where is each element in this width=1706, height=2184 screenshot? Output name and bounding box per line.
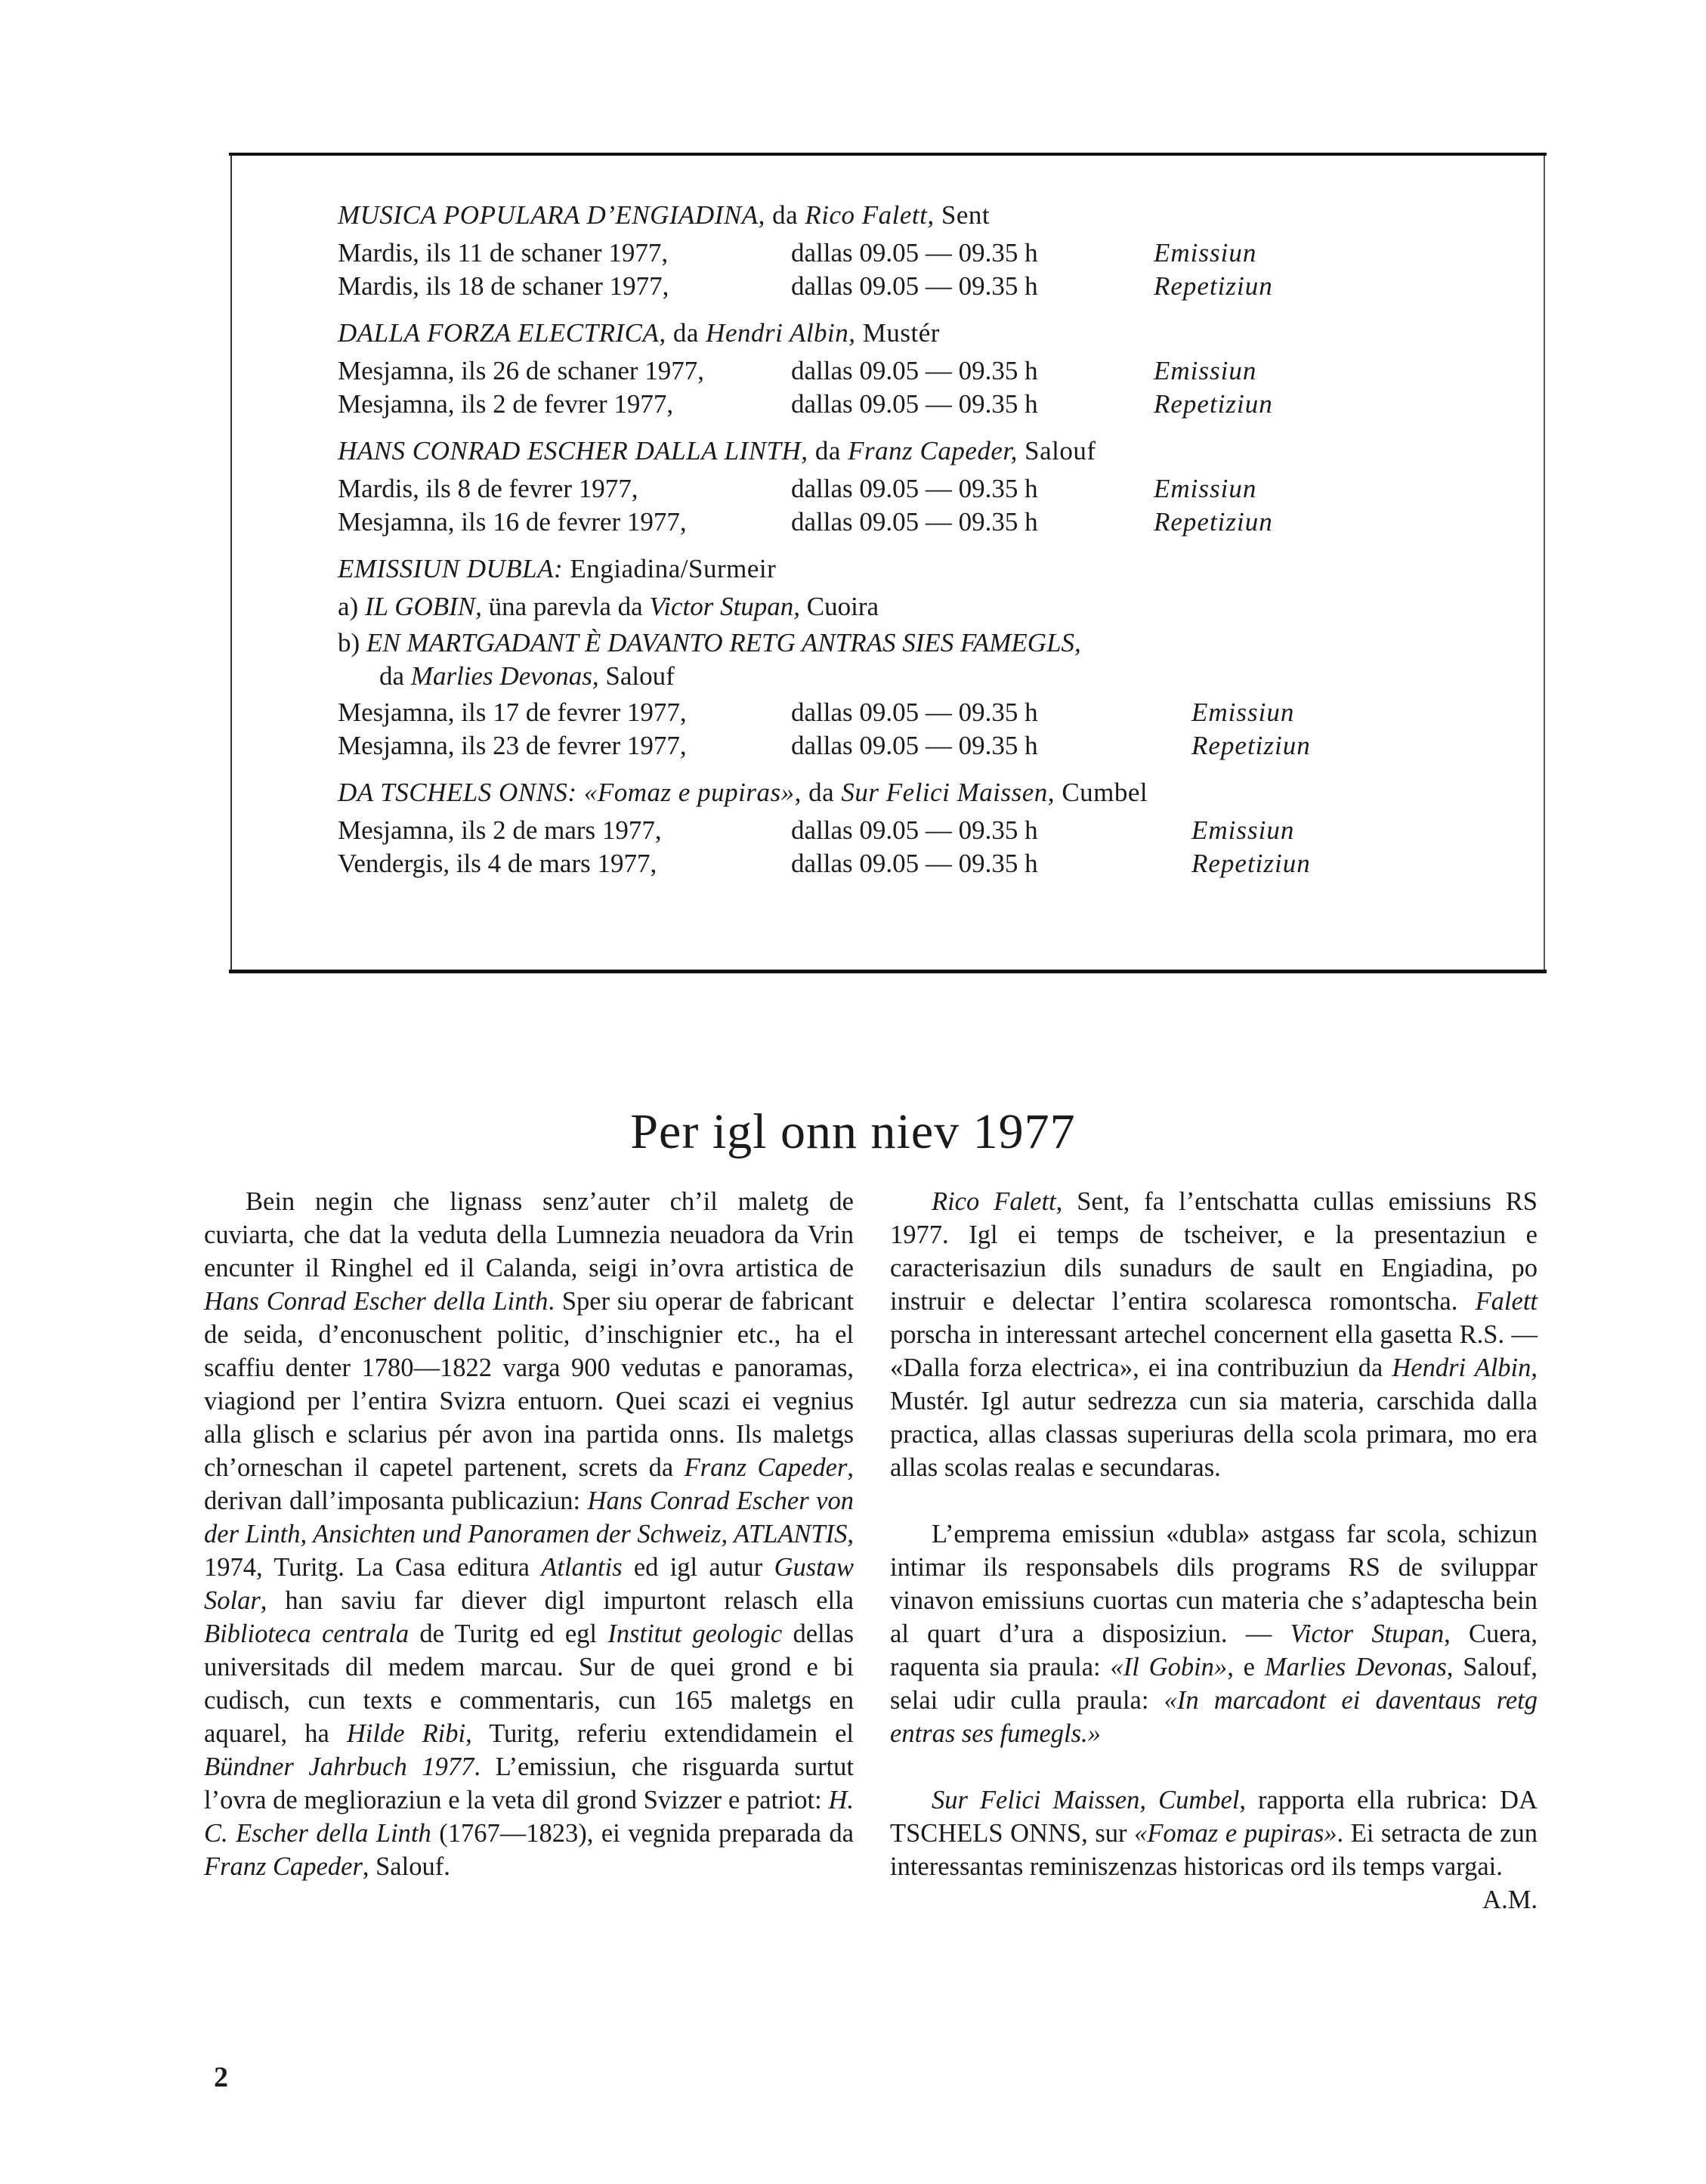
program-list xyxy=(338,199,1513,894)
broadcast-time: dallas 09.05 — 09.35 h xyxy=(791,815,1038,845)
program-schedule-box xyxy=(230,155,1545,971)
schedule-row xyxy=(338,696,1513,729)
article-left-column xyxy=(204,1185,854,1916)
broadcast-time: dallas 09.05 — 09.35 h xyxy=(791,849,1038,878)
schedule-row xyxy=(338,388,1513,421)
broadcast-time: dallas 09.05 — 09.35 h xyxy=(791,474,1038,503)
double-broadcast-part-a: a) IL GOBIN, üna parevla da Victor Stupan, Cuoira xyxy=(338,592,879,621)
broadcast-time: dallas 09.05 — 09.35 h xyxy=(791,698,1038,727)
broadcast-kind: Repetiziun xyxy=(1154,389,1273,419)
program-item xyxy=(338,317,1513,421)
article-paragraph: Bein negin che lignass senz’auter ch’il maletg de cuviarta, che dat la veduta della Lumnezia neuadora da Vrin encunter il Ringhel ed il Calanda, seigi in’ovra artistica de Hans Conrad Escher della Linth. Sper siu operar de fabricant de seida, d’enconuschent politic, d’inschignier etc., ha el scaffiu denter 1780—1822 varga 900 vedutas e panoramas, viagiond per l’entira Svizra entuorn. Quei scazi ei vegnius alla glisch e sclarius pér avon ina partida onns. Ils maletgs ch’orneschan il capetel partenent, screts da Franz Capeder, derivan dall’imposanta publicaziun: Hans Conrad Escher von der Linth, Ansichten und Panoramen der Schweiz, ATLANTIS, 1974, Turitg. La Casa editura Atlantis ed igl autur Gustaw Solar, han saviu far diever digl impurtont relasch ella Biblioteca centrala de Turitg ed egl Institut geologic dellas universitads dil medem marcau. Sur de quei grond e bi cudisch, cun texts e commentaris, cun 165 maletgs en aquarel, ha Hilde Ribi, Turitg, referiu extendidamein el Bündner Jahrbuch 1977. L’emissiun, che risguarda surtut l’ovra de meglioraziun e la veta dil grond Svizzer e patriot: H. C. Escher della Linth (1767—1823), ei vegnida preparada da Franz Capeder, Salouf. xyxy=(204,1187,854,1881)
broadcast-date: Mardis, ils 8 de fevrer 1977, xyxy=(338,474,638,503)
program-title: HANS CONRAD ESCHER DALLA LINTH, da Franz Capeder, Salouf xyxy=(338,436,1096,466)
schedule-row xyxy=(338,237,1513,270)
broadcast-kind: Repetiziun xyxy=(1154,271,1273,301)
article-paragraph: L’emprema emissiun «dubla» astgass far scola, schizun intimar ils responsabels dils programs RS de sviluppar vinavon emissiuns cuortas cun materia che s’adaptescha bein al quart d’ura a disposiziun. — Victor Stupan, Cuera, raquenta sia praula: «Il Gobin», e Marlies Devonas, Salouf, selai udir culla praula: «In marcadont ei daventaus retg entras ses fumegls.» xyxy=(890,1520,1538,1748)
schedule-row xyxy=(338,354,1513,388)
broadcast-kind: Repetiziun xyxy=(1191,849,1311,878)
program-title: EMISSIUN DUBLA: Engiadina/Surmeir xyxy=(338,554,777,583)
broadcast-time: dallas 09.05 — 09.35 h xyxy=(791,271,1038,301)
broadcast-kind: Repetiziun xyxy=(1191,731,1311,760)
article-paragraph: Sur Felici Maissen, Cumbel, rapporta ella rubrica: DA TSCHELS ONNS, sur «Fomaz e pupiras». Ei setracta de zun interessantas reminiszenzas historicas ord ils temps vargai. A.M. xyxy=(890,1783,1538,1883)
schedule-row xyxy=(338,270,1513,303)
broadcast-kind: Emissiun xyxy=(1191,698,1295,727)
program-item xyxy=(338,776,1513,880)
broadcast-time: dallas 09.05 — 09.35 h xyxy=(791,356,1038,385)
program-title: MUSICA POPULARA D’ENGIADINA, da Rico Falett, Sent xyxy=(338,200,991,230)
program-item xyxy=(338,199,1513,303)
broadcast-date: Mesjamna, ils 17 de fevrer 1977, xyxy=(338,698,687,727)
broadcast-kind: Emissiun xyxy=(1154,474,1257,503)
broadcast-time: dallas 09.05 — 09.35 h xyxy=(791,238,1038,268)
broadcast-time: dallas 09.05 — 09.35 h xyxy=(791,507,1038,537)
double-broadcast-part-b: b) EN MARTGADANT È DAVANTO RETG ANTRAS SIES FAMEGLS, da Marlies Devonas, Salouf xyxy=(338,628,1081,691)
broadcast-date: Mesjamna, ils 2 de fevrer 1977, xyxy=(338,389,674,419)
schedule-row xyxy=(338,472,1513,506)
program-item xyxy=(338,435,1513,539)
schedule-row xyxy=(338,814,1513,847)
program-item xyxy=(338,552,1513,763)
schedule-row xyxy=(338,847,1513,880)
program-title: DA TSCHELS ONNS: «Fomaz e pupiras», da Sur Felici Maissen, Cumbel xyxy=(338,778,1148,807)
article-title: Per igl onn niev 1977 xyxy=(630,1104,1076,1159)
broadcast-date: Mardis, ils 18 de schaner 1977, xyxy=(338,271,669,301)
broadcast-date: Mesjamna, ils 26 de schaner 1977, xyxy=(338,356,705,385)
broadcast-kind: Emissiun xyxy=(1191,815,1295,845)
schedule-row xyxy=(338,506,1513,539)
broadcast-time: dallas 09.05 — 09.35 h xyxy=(791,389,1038,419)
page-number: 2 xyxy=(214,2062,228,2093)
broadcast-date: Mesjamna, ils 2 de mars 1977, xyxy=(338,815,662,845)
broadcast-kind: Repetiziun xyxy=(1154,507,1273,537)
program-title: DALLA FORZA ELECTRICA, da Hendri Albin, Mustér xyxy=(338,318,940,348)
schedule-row xyxy=(338,729,1513,763)
broadcast-kind: Emissiun xyxy=(1154,238,1257,268)
broadcast-kind: Emissiun xyxy=(1154,356,1257,385)
author-signature: A.M. xyxy=(1482,1885,1538,1914)
broadcast-date: Mardis, ils 11 de schaner 1977, xyxy=(338,238,669,268)
broadcast-time: dallas 09.05 — 09.35 h xyxy=(791,731,1038,760)
broadcast-date: Mesjamna, ils 16 de fevrer 1977, xyxy=(338,507,687,537)
broadcast-date: Mesjamna, ils 23 de fevrer 1977, xyxy=(338,731,687,760)
broadcast-date: Vendergis, ils 4 de mars 1977, xyxy=(338,849,657,878)
article-paragraph: Rico Falett, Sent, fa l’entschatta cullas emissiuns RS 1977. Igl ei temps de tscheiver, e la presentaziun e caracterisaziun dils sunadurs de sault en Engiadina, po instruir e delectar l’entira scolaresca romontscha. Falett porscha in interessant artechel concernent ella gasetta R.S. — «Dalla forza electrica», ei ina contribuziun da Hendri Albin, Mustér. Igl autur sedrezza cun sia materia, carschida dalla practica, allas classas superiuras della scola primara, mo era allas scolas realas e secundaras. xyxy=(890,1187,1538,1482)
article-right-column xyxy=(890,1185,1538,1916)
